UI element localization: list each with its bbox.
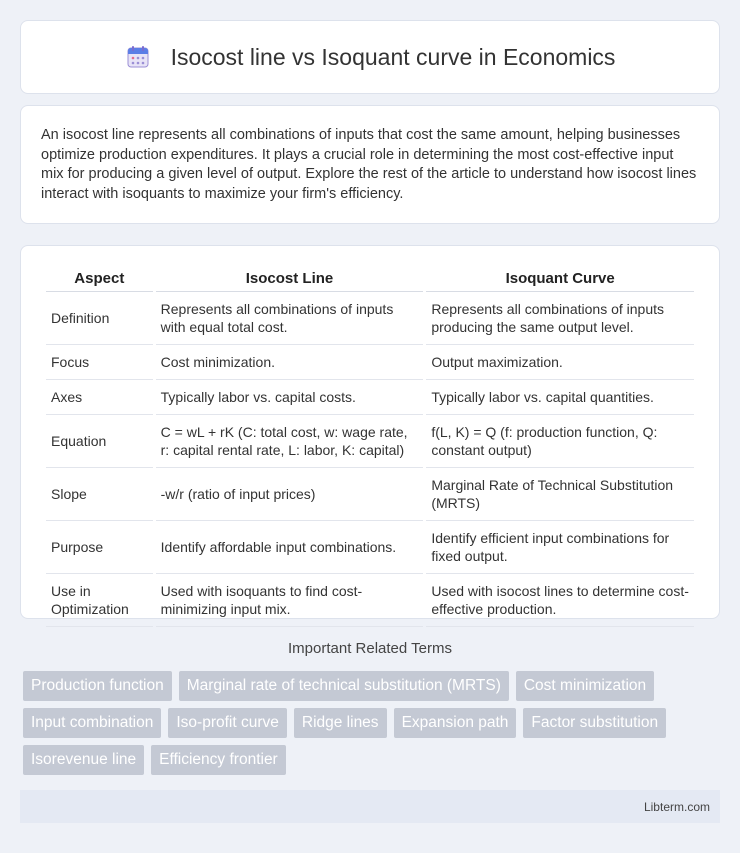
isocost-cell: Used with isoquants to find cost-minimizing input mix. — [156, 574, 424, 627]
tag-row — [23, 708, 723, 738]
comparison-table-card — [20, 245, 720, 619]
intro-text: An isocost line represents all combinations of inputs that cost the same amount, helping businesses optimize production expenditures. It plays a crucial role in determining the most cost-effective input mix for producing a given level of output. Explore the rest of the article to understand how isocost lines interact with isoquants to maximize your firm's efficiency. — [41, 127, 697, 202]
isoquant-cell: Typically labor vs. capital quantities. — [426, 380, 694, 415]
table-row — [46, 292, 694, 345]
table-row — [46, 380, 694, 415]
tag-iso-profit-curve[interactable]: Iso-profit curve — [168, 708, 287, 738]
table-row — [46, 345, 694, 380]
table-row — [46, 574, 694, 627]
calendar-icon — [125, 44, 151, 70]
isocost-cell: Represents all combinations of inputs with equal total cost. — [156, 292, 424, 345]
table-row — [46, 521, 694, 574]
aspect-cell: Slope — [46, 468, 153, 521]
footer-site-link[interactable]: Libterm.com — [643, 799, 710, 814]
table-header-row — [46, 264, 694, 292]
footer — [20, 790, 720, 823]
isoquant-cell: f(L, K) = Q (f: production function, Q: constant output) — [426, 415, 694, 468]
tag-efficiency-frontier[interactable]: Efficiency frontier — [151, 745, 286, 775]
tag-expansion-path[interactable]: Expansion path — [394, 708, 517, 738]
aspect-cell: Definition — [46, 292, 153, 345]
table-row — [46, 415, 694, 468]
isocost-cell: Typically labor vs. capital costs. — [156, 380, 424, 415]
tag-row — [23, 745, 723, 775]
column-header-aspect: Aspect — [46, 264, 153, 292]
page-title: Isocost line vs Isoquant curve in Economics — [170, 43, 616, 70]
isoquant-cell: Marginal Rate of Technical Substitution (MRTS) — [426, 468, 694, 521]
tag-input-combination[interactable]: Input combination — [23, 708, 161, 738]
isoquant-cell: Output maximization. — [426, 345, 694, 380]
intro-card — [20, 105, 720, 224]
tag-mrts[interactable]: Marginal rate of technical substitution (MRTS) — [179, 671, 509, 701]
column-header-isocost: Isocost Line — [156, 264, 424, 292]
isocost-cell: Cost minimization. — [156, 345, 424, 380]
isocost-cell: Identify affordable input combinations. — [156, 521, 424, 574]
column-header-isoquant: Isoquant Curve — [426, 264, 694, 292]
isoquant-cell: Identify efficient input combinations for fixed output. — [426, 521, 694, 574]
tag-cost-minimization[interactable]: Cost minimization — [516, 671, 654, 701]
comparison-table — [43, 264, 697, 627]
tag-ridge-lines[interactable]: Ridge lines — [294, 708, 387, 738]
aspect-cell: Purpose — [46, 521, 153, 574]
isoquant-cell: Represents all combinations of inputs producing the same output level. — [426, 292, 694, 345]
related-terms-heading: Important Related Terms — [288, 640, 452, 657]
tag-production-function[interactable]: Production function — [23, 671, 172, 701]
aspect-cell: Axes — [46, 380, 153, 415]
aspect-cell: Focus — [46, 345, 153, 380]
tag-isorevenue-line[interactable]: Isorevenue line — [23, 745, 144, 775]
table-row — [46, 468, 694, 521]
related-terms-list — [23, 671, 723, 782]
aspect-cell: Equation — [46, 415, 153, 468]
isoquant-cell: Used with isocost lines to determine cost-effective production. — [426, 574, 694, 627]
header-card — [20, 20, 720, 94]
aspect-cell: Use in Optimization — [46, 574, 153, 627]
isocost-cell: -w/r (ratio of input prices) — [156, 468, 424, 521]
tag-row — [23, 671, 723, 701]
tag-factor-substitution[interactable]: Factor substitution — [523, 708, 666, 738]
isocost-cell: C = wL + rK (C: total cost, w: wage rate, r: capital rental rate, L: labor, K: capital) — [156, 415, 424, 468]
